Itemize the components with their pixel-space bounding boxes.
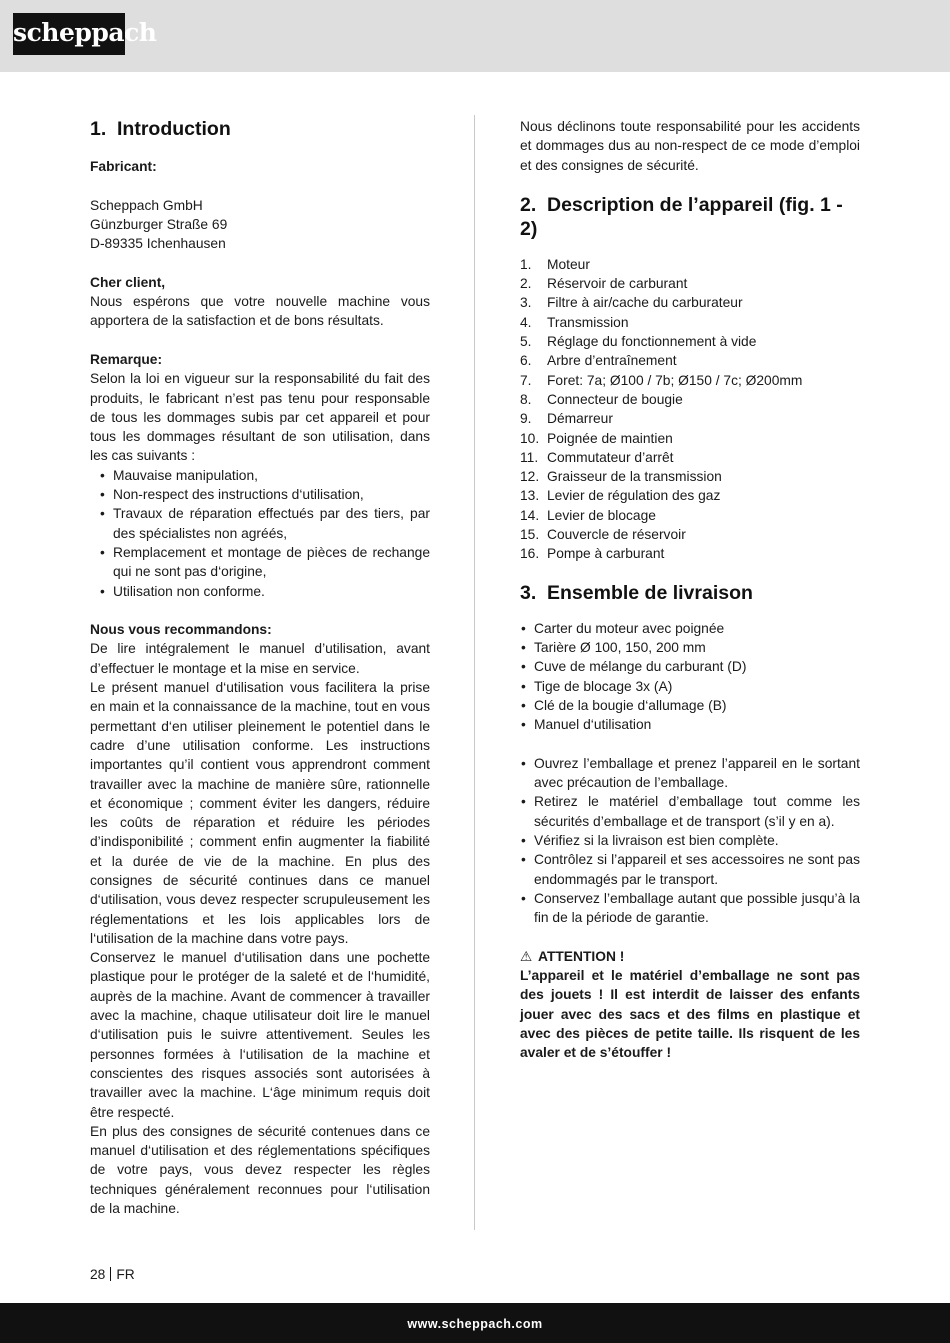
delivery-contents-list <box>520 619 860 735</box>
warning-heading: ⚠ ATTENTION ! <box>520 947 860 966</box>
parts-list <box>520 255 860 564</box>
page-number: 28 FR <box>90 1267 135 1282</box>
list-item: • Utilisation non conforme. <box>90 582 430 601</box>
list-item: 6. Arbre d’entraînement <box>520 353 677 369</box>
unpacking-steps-list <box>520 754 860 928</box>
section-title-introduction: 1. Introduction <box>90 118 231 140</box>
list-item: • Ouvrez l’emballage et prenez l’appareil en le sortant avec précaution de l’emballage. <box>520 754 860 793</box>
scheppach-logo: scheppach <box>13 13 125 55</box>
list-item: • Clé de la bougie d‘allumage (B) <box>520 696 860 715</box>
recommend-label: Nous vous recommandons: <box>90 622 272 638</box>
list-item: 5. Réglage du fonctionnement à vide <box>520 334 757 350</box>
section-title-description: 2. Description de l’appareil (fig. 1 - 2) <box>520 193 843 240</box>
warning-icon: ⚠ <box>520 948 533 964</box>
address-line: Günzburger Straße 69 <box>90 216 228 232</box>
warning-text: L’appareil et le matériel d’emballage ne sont pas des jouets ! Il est interdit de laisser des enfants jouer avec des sacs et des films en plastique et avec des pièces de petite taille. Ils risquent de les avaler et de s’étouffer ! <box>520 967 860 1061</box>
list-item: 8. Connecteur de bougie <box>520 391 683 407</box>
list-item: • Conservez l’emballage autant que possible jusqu’à la fin de la période de garantie. <box>520 889 860 928</box>
recommend-paragraph: De lire intégralement le manuel d’utilisation, avant d’effectuer le montage et la mise en service. <box>90 641 430 676</box>
list-item: 10. Poignée de maintien <box>520 430 673 446</box>
section-title-delivery: 3. Ensemble de livraison <box>520 581 753 604</box>
manufacturer-label: Fabricant: <box>90 159 157 174</box>
recommend-paragraph: Le présent manuel d‘utilisation vous facilitera la prise en main et la connaissance de la machine, tout en vous permettant d‘en utiliser pleinement le potentiel dans le cadre d’une utilisation conforme. Les instructions importantes qu’il contient vous apprendront comment travailler avec la machine de manière sûre, rationnelle et économique ; comment éviter les dangers, réduire les coûts de réparation et réduire les périodes d’indisponibilité ; comment enfin augmenter la fiabilité et la durée de vie de la machine. En plus des consignes de sécurité continues dans ce manuel d‘utilisation, vous devez respecter scrupuleusement les réglementations et les lois applicables lors de l‘utilisation de la machine dans votre pays. <box>90 680 430 946</box>
dear-customer-text: Nous espérons que votre nouvelle machine vous apportera de la satisfaction et de bons résultats. <box>90 294 430 329</box>
list-item: • Tige de blocage 3x (A) <box>520 677 860 696</box>
list-item: • Remplacement et montage de pièces de rechange qui ne sont pas d‘origine, <box>90 543 430 582</box>
remark-list <box>90 466 430 601</box>
list-item: 15. Couvercle de réservoir <box>520 527 686 543</box>
dear-customer-label: Cher client, <box>90 274 166 290</box>
list-item: • Retirez le matériel d’emballage tout comme les sécurités d’emballage et de transport (s’il y en a). <box>520 792 860 831</box>
left-column <box>90 117 430 1218</box>
remark-text: Selon la loi en vigueur sur la responsabilité du fait des produits, le fabricant n’est pas tenu pour responsable de tous les dommages subis par cet appareil et pour tous les dommages résultant de son utilisation, dans les cas suivants : <box>90 371 430 464</box>
list-item: • Travaux de réparation effectués par des tiers, par des spécialistes non agréés, <box>90 504 430 543</box>
column-divider <box>474 115 475 1230</box>
list-item: • Manuel d‘utilisation <box>520 715 860 734</box>
list-item: • Non-respect des instructions d‘utilisation, <box>90 485 430 504</box>
right-column <box>520 117 860 1062</box>
list-item: 13. Levier de régulation des gaz <box>520 488 721 504</box>
liability-text: Nous déclinons toute responsabilité pour les accidents et dommages dus au non-respect de ce mode d’emploi et des consignes de sécurité. <box>520 119 860 173</box>
list-item: 4. Transmission <box>520 314 629 330</box>
recommend-paragraph: Conservez le manuel d‘utilisation dans une pochette plastique pour le protéger de la saleté et de l‘humidité, auprès de la machine. Avant de commencer à travailler avec la machine, chaque utilisateur doit lire le manuel d‘utilisation puis le suivre attentivement. Seules les personnes formées à l‘utilisation de la machine et conscientes des risques associés sont autorisées à travailler avec la machine. L‘âge minimum requis doit être respecté. <box>90 950 430 1120</box>
recommend-paragraph: En plus des consignes de sécurité contenues dans ce manuel d‘utilisation et des réglementations spécifiques de votre pays, vous devez respecter les règles techniques généralement reconnues pour l‘utilisation de la machine. <box>90 1123 430 1217</box>
list-item: • Vérifiez si la livraison est bien complète. <box>520 831 860 850</box>
list-item: 3. Filtre à air/cache du carburateur <box>520 295 743 311</box>
list-item: • Mauvaise manipulation, <box>90 466 430 485</box>
header-band <box>0 0 950 72</box>
list-item: 11. Commutateur d’arrêt <box>520 449 674 465</box>
list-item: • Tarière Ø 100, 150, 200 mm <box>520 638 860 657</box>
list-item: • Carter du moteur avec poignée <box>520 619 860 638</box>
list-item: 1. Moteur <box>520 256 590 272</box>
list-item: 7. Foret: 7a; Ø100 / 7b; Ø150 / 7c; Ø200mm <box>520 372 803 388</box>
remark-label: Remarque: <box>90 351 163 367</box>
list-item: 2. Réservoir de carburant <box>520 276 688 292</box>
address-line: D-89335 Ichenhausen <box>90 236 226 252</box>
address-line: Scheppach GmbH <box>90 197 203 213</box>
list-item: 12. Graisseur de la transmission <box>520 469 722 485</box>
website-link[interactable]: www.scheppach.com <box>407 1317 543 1331</box>
list-item: 14. Levier de blocage <box>520 507 656 523</box>
list-item: • Cuve de mélange du carburant (D) <box>520 657 860 676</box>
list-item: 9. Démarreur <box>520 411 613 427</box>
list-item: • Contrôlez si l’appareil et ses accessoires ne sont pas endommagés par le transport. <box>520 850 860 889</box>
list-item: 16. Pompe à carburant <box>520 546 665 562</box>
footer-band <box>0 1303 950 1343</box>
